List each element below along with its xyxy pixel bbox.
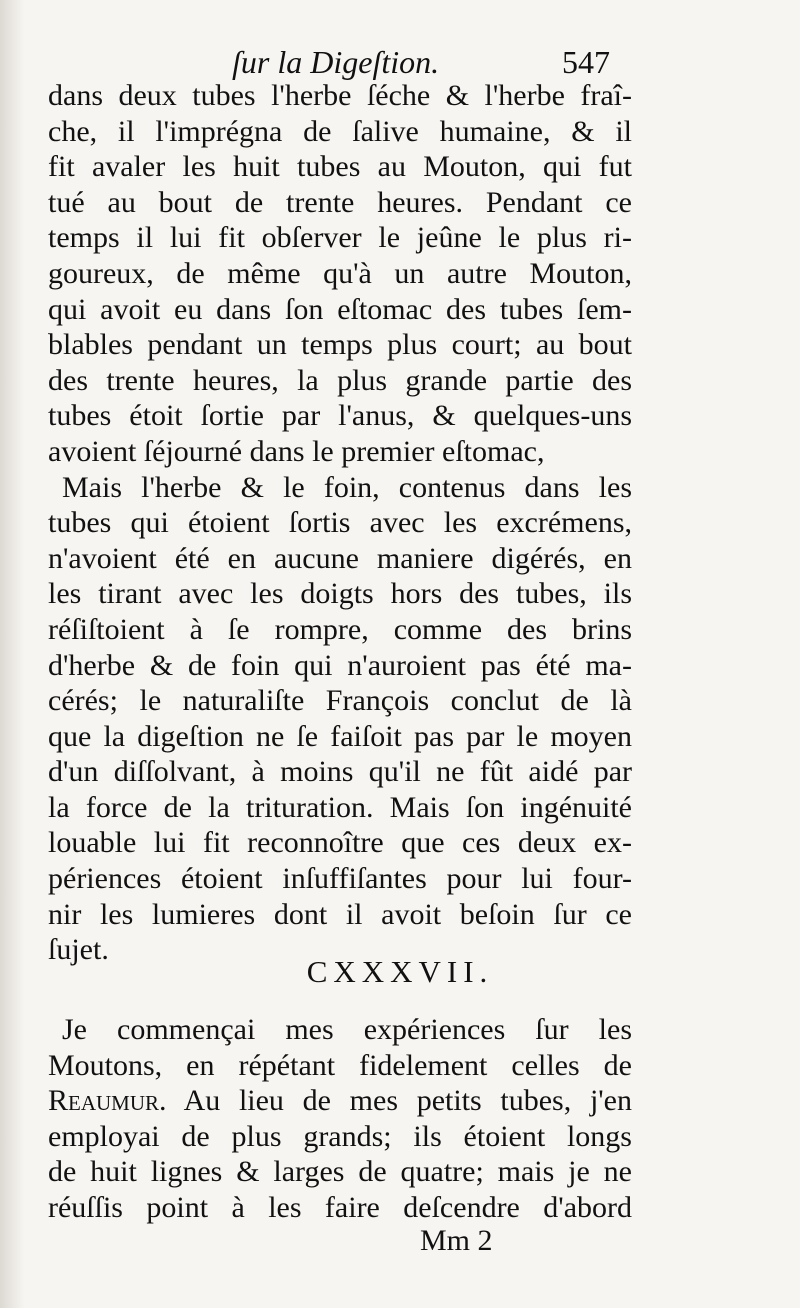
text-line: réuſſis point à les faire deſcendre d'abord: [48, 1190, 632, 1224]
text-line: dans deux tubes l'herbe ſéche & l'herbe fraî-: [48, 79, 632, 112]
text-line: réſiſtoient à ſe rompre, comme des brins: [48, 612, 632, 646]
text-line: employai de plus grands; ils étoient longs: [48, 1119, 632, 1153]
text-line: fit avaler les huit tubes au Mouton, qui fut: [48, 150, 632, 184]
body-text: [48, 78, 632, 968]
text-line: que la digeſtion ne ſe faiſoit pas par le moyen: [48, 719, 632, 753]
signature-mark: Mm 2: [420, 1224, 493, 1257]
text-line: d'un diſſolvant, à moins qu'il ne fût aidé par: [48, 755, 632, 789]
text-line: tubes étoit ſortie par l'anus, & quelques-uns: [48, 399, 632, 433]
text-line: Moutons, en répétant fidelement celles de: [48, 1048, 632, 1082]
text-line: temps il lui fit obſerver le jeûne le plus ri-: [48, 221, 632, 255]
text-line: [48, 1083, 632, 1119]
text-line: goureux, de même qu'à un autre Mouton,: [48, 256, 632, 290]
text-line: cérés; le naturaliſte François conclut de là: [48, 684, 632, 718]
text-line: ſujet.: [48, 933, 109, 967]
text-line: périences étoient inſuffiſantes pour lui four-: [48, 862, 632, 896]
text-line: tué au bout de trente heures. Pendant ce: [48, 185, 632, 219]
text-line: de huit lignes & larges de quatre; mais je ne: [48, 1155, 632, 1189]
text-line: tubes qui étoient ſortis avec les excrémens,: [48, 506, 632, 540]
text-line: nir les lumieres dont il avoit beſoin ſur ce: [48, 897, 632, 931]
body-text-continued: [48, 1012, 632, 1226]
text-line: blables pendant un temps plus court; au bout: [48, 328, 632, 362]
running-title: ſur la Digeſtion.: [232, 44, 440, 80]
text-line: la force de la trituration. Mais ſon ingénuité: [48, 790, 632, 824]
text-line: n'avoient été en aucune maniere digérés, en: [48, 541, 632, 575]
text-line: qui avoit eu dans ſon eſtomac des tubes ſem-: [48, 292, 632, 326]
text-line: Je commençai mes expériences ſur les: [62, 1013, 632, 1046]
text-line: des trente heures, la plus grande partie des: [48, 363, 632, 397]
text-line: avoient ſéjourné dans le premier eſtomac,: [48, 434, 545, 468]
text-line: che, il l'imprégna de ſalive humaine, & il: [48, 114, 632, 148]
section-heading: CXXXVII.: [306, 954, 494, 989]
author-name: Reaumur: [48, 1084, 160, 1118]
page-header: [232, 42, 632, 82]
text-line: Mais l'herbe & le foin, contenus dans les: [62, 470, 632, 504]
text-line: d'herbe & de foin qui n'auroient pas été ma-: [48, 648, 632, 682]
page-number: 547: [562, 44, 610, 80]
text-line: les tirant avec les doigts hors des tubes, ils: [48, 577, 632, 611]
text-fragment: . Au lieu de mes petits tubes, j'en: [159, 1084, 632, 1118]
page-edge-shadow: [0, 0, 24, 1308]
text-line: louable lui fit reconnoître que ces deux ex-: [48, 826, 632, 860]
